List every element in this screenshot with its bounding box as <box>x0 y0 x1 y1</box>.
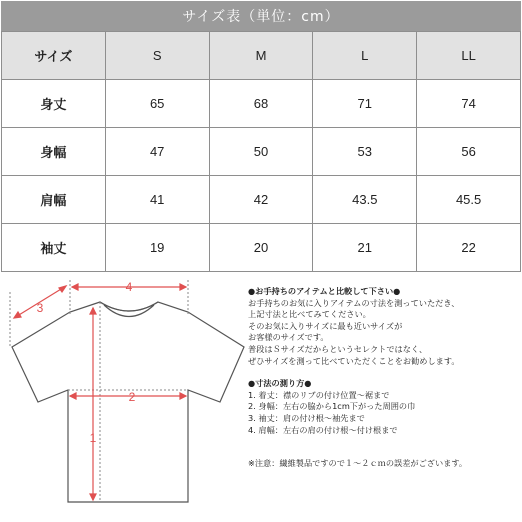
compare-line: お客様のサイズです。 <box>248 332 329 343</box>
table-row <box>2 80 521 128</box>
compare-line: 上記寸法と比べてみてください。 <box>248 309 371 320</box>
size-header-ll: LL <box>417 32 521 80</box>
size-header-s: S <box>105 32 209 80</box>
table-cell: 22 <box>417 224 521 272</box>
table-cell: 41 <box>105 176 209 224</box>
compare-line: そのお気に入りサイズに最も近いサイズが <box>248 320 403 331</box>
row-label: 袖丈 <box>2 224 106 272</box>
size-header-label: サイズ <box>2 32 106 80</box>
measure-line: 4. 肩幅：左右の肩の付け根～付け根まで <box>248 424 398 435</box>
row-label: 身丈 <box>2 80 106 128</box>
table-cell: 19 <box>105 224 209 272</box>
table-cell: 47 <box>105 128 209 176</box>
table-cell: 53 <box>313 128 417 176</box>
measurement-notes <box>248 286 520 470</box>
measure-line: 1. 着丈：襟のリブの付け位置～裾まで <box>248 389 390 400</box>
measure-line: 2. 身幅：左右の脇から1cm下がった周囲の巾 <box>248 401 416 412</box>
table-cell: 68 <box>209 80 313 128</box>
size-header-l: L <box>313 32 417 80</box>
marker-3: 3 <box>36 301 44 315</box>
compare-line: お手持ちのお気に入りアイテムの寸法を測っていただき、 <box>248 297 460 308</box>
table-cell: 74 <box>417 80 521 128</box>
table-cell: 56 <box>417 128 521 176</box>
table-cell: 42 <box>209 176 313 224</box>
compare-line: 普段はＳサイズだからというセレクトではなく、 <box>248 343 428 354</box>
table-row <box>2 128 521 176</box>
table-cell: 43.5 <box>313 176 417 224</box>
table-cell: 21 <box>313 224 417 272</box>
table-row <box>2 176 521 224</box>
size-header-row <box>2 32 521 80</box>
compare-heading: ●お手持ちのアイテムと比較して下さい● <box>248 286 401 296</box>
table-cell: 50 <box>209 128 313 176</box>
marker-2: 2 <box>128 390 136 404</box>
size-chart-title: サイズ表（単位：cm） <box>1 1 521 31</box>
size-header-m: M <box>209 32 313 80</box>
marker-4: 4 <box>125 280 133 294</box>
table-cell: 20 <box>209 224 313 272</box>
table-cell: 71 <box>313 80 417 128</box>
measure-heading: ●寸法の測り方● <box>248 378 312 389</box>
compare-line: ぜひサイズを測って比べていただくことをお勧めします。 <box>248 355 460 366</box>
size-table <box>1 31 521 272</box>
measure-line: 3. 袖丈：肩の付け根～袖先まで <box>248 412 365 423</box>
row-label: 身幅 <box>2 128 106 176</box>
tshirt-measurement-diagram <box>0 272 245 522</box>
table-row <box>2 224 521 272</box>
table-cell: 65 <box>105 80 209 128</box>
table-cell: 45.5 <box>417 176 521 224</box>
row-label: 肩幅 <box>2 176 106 224</box>
caution-note: ※注意：繊維製品ですので１～２ｃｍの誤差がございます。 <box>248 458 468 469</box>
marker-1: 1 <box>89 431 97 445</box>
